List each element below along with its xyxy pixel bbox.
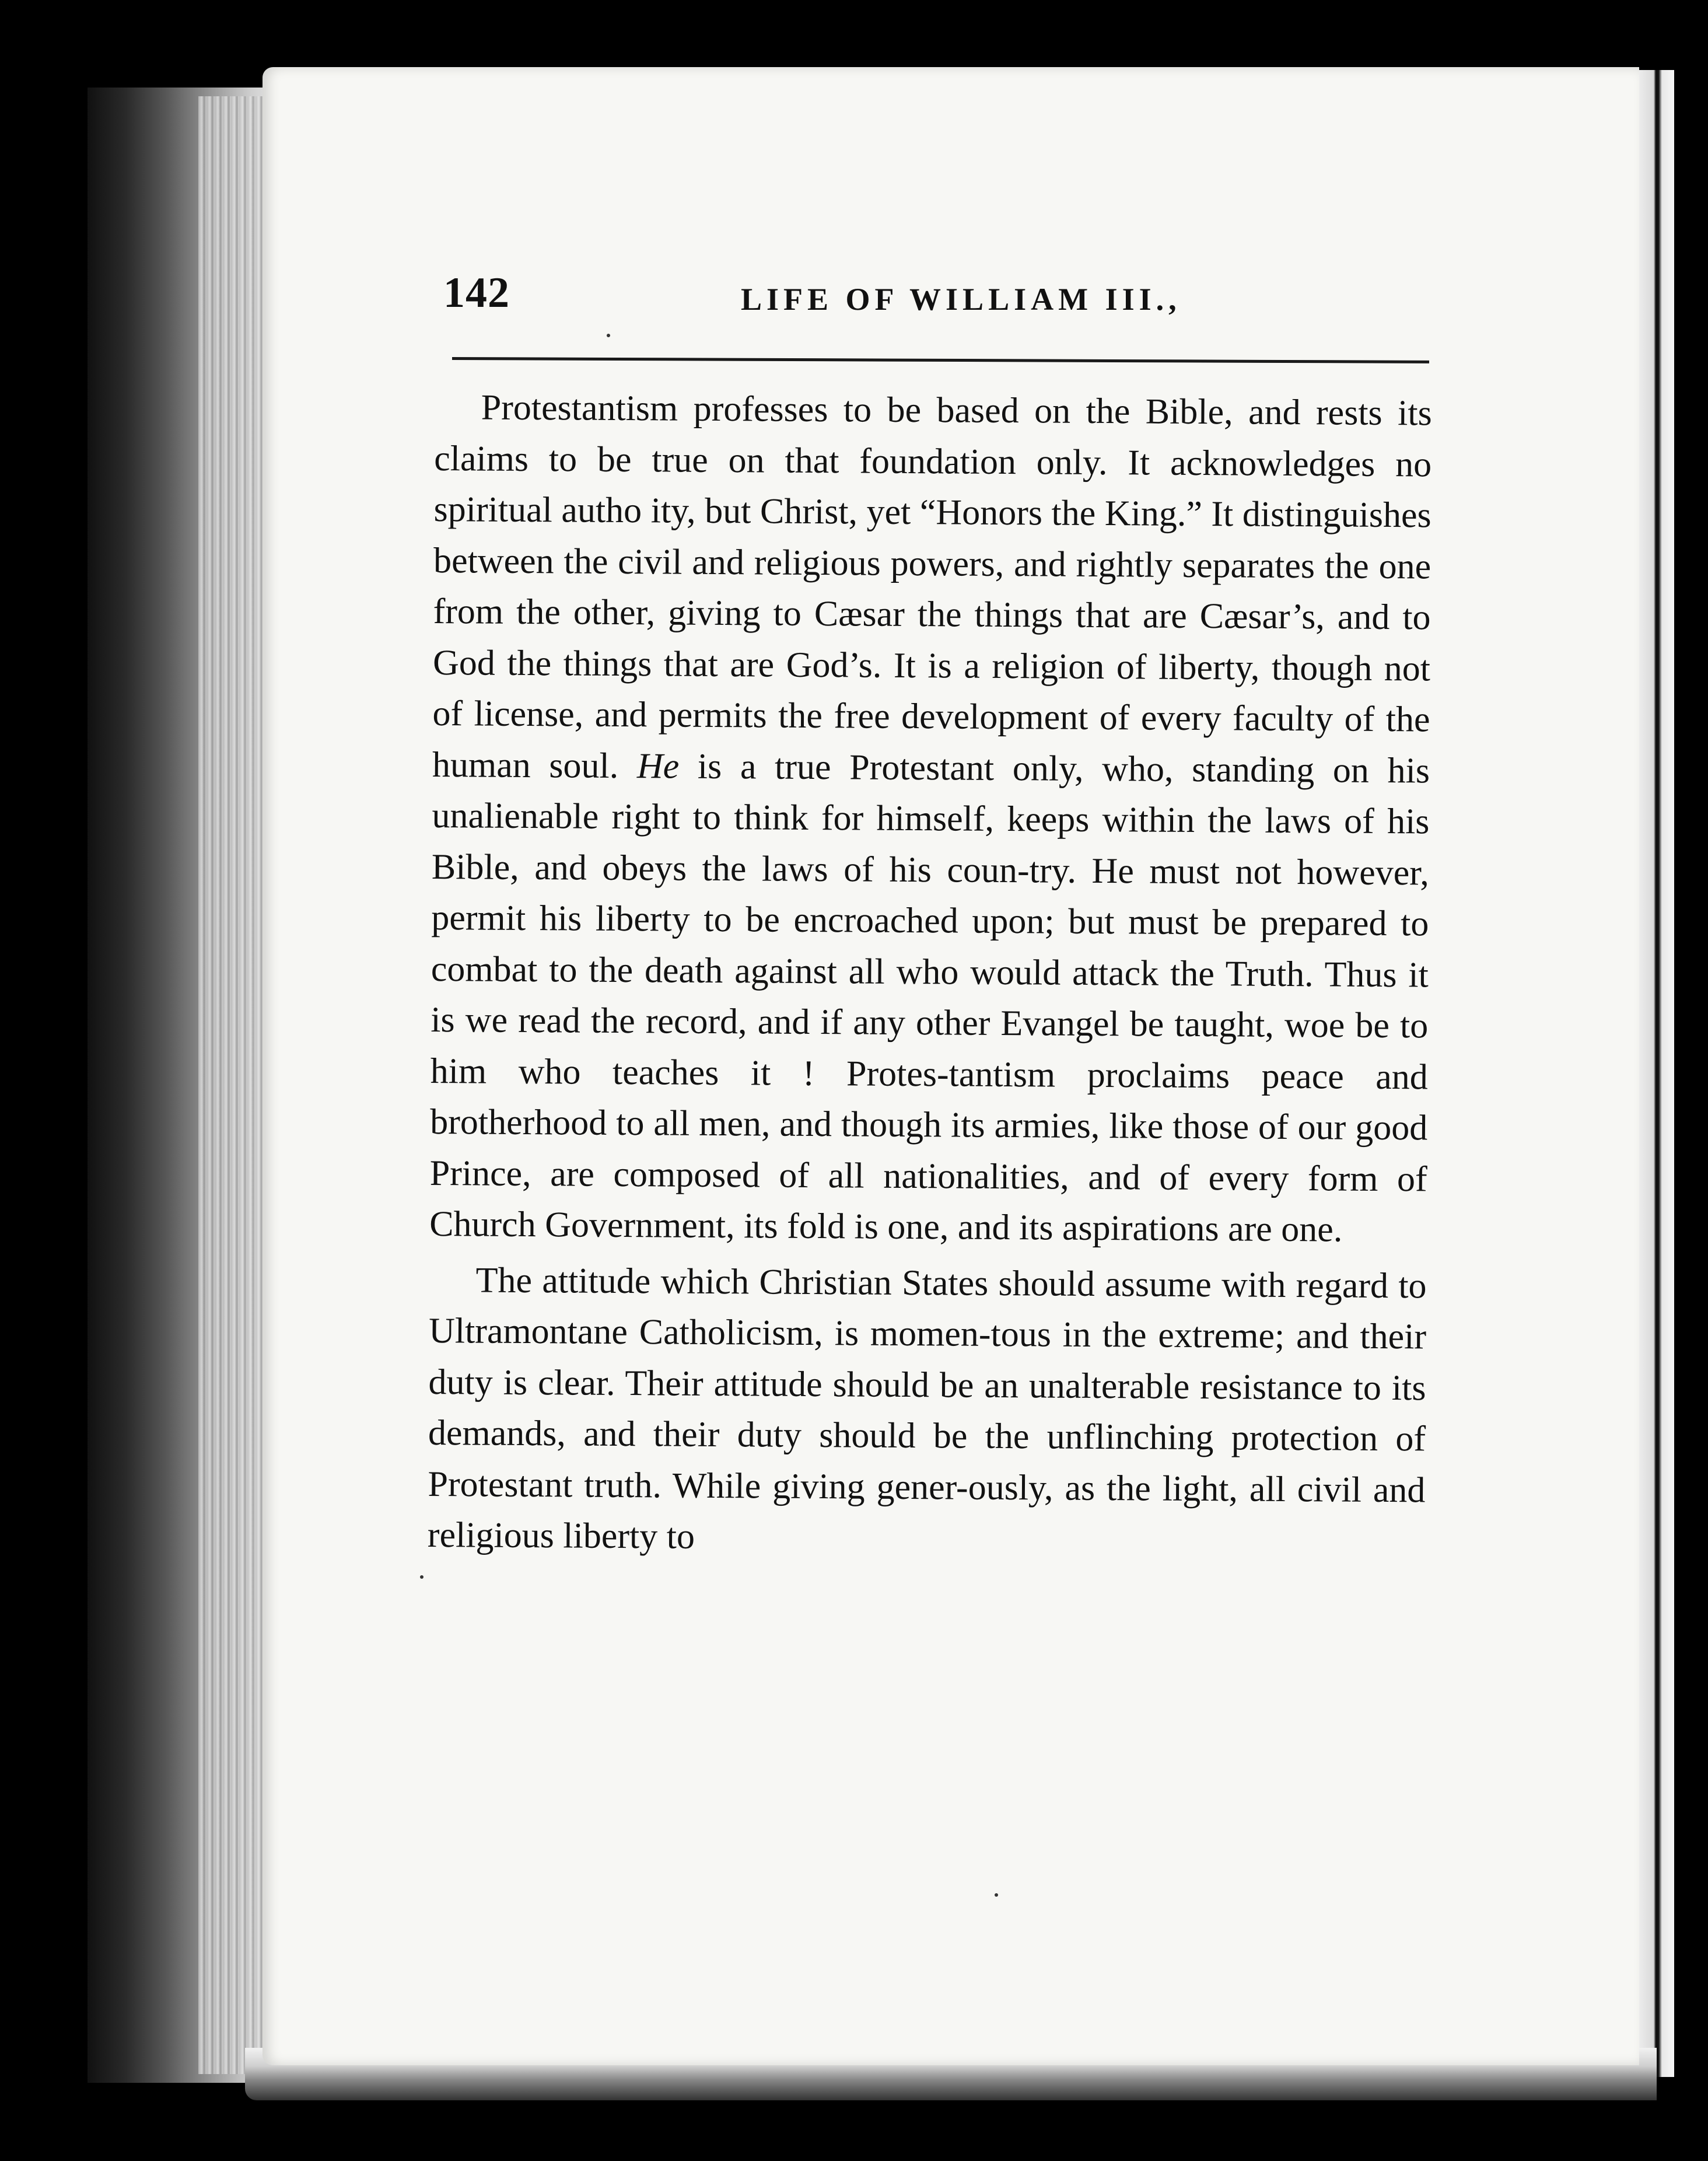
running-head: [443, 268, 1435, 327]
body-text: [428, 382, 1432, 1567]
paragraph-1: [429, 382, 1432, 1256]
book-edge-right: [1633, 70, 1674, 2077]
page-number: 142: [443, 269, 510, 317]
paragraph-1-part-2: is a true Protestant only, who, standing on his unalienable right to think for himself, keeps within the laws of his Bible, and obeys the laws of his coun-try. He must not however, permit his liberty to be encroached upon; but must be prepared to combat to the death against all who would attack the Truth. Thus it is we read the record, and if any other Evangel be taught, woe be to him who teaches it ! Protes-tantism proclaims peace and brotherhood to all men, and though its armies, like those of our good Prince, are composed of all nationalities, and of every form of Church Government, its fold is one, and its aspirations are one.: [429, 746, 1430, 1250]
print-speck: [420, 1575, 424, 1579]
paragraph-1-part-1: Protestantism professes to be based on the Bible, and rests its claims to be true on that foundation only. It acknowledges no spiritual autho ity, but Christ, yet “Honors the King.” It distinguishes between the civil and religious powers, and rightly separates the one from the other, giving to Cæsar the things that are Cæsar’s, and to God the things that are God’s. It is a religion of liberty, though not of license, and permits the free development of every faculty of the human soul.: [432, 387, 1432, 786]
print-speck: [607, 334, 610, 337]
page-stack-edges: [198, 96, 268, 2074]
print-speck: [995, 1893, 998, 1897]
paragraph-2: The attitude which Christian States should assume with regard to Ultramontane Catholicism, is momen-tous in the extreme; and their duty is clear. Their attitude should be an unalterable resistance to its demands, and their duty should be the unflinching protection of Protestant truth. While giving gener-ously, as the light, all civil and religious liberty to: [427, 1260, 1427, 1557]
running-title: LIFE OF WILLIAM III.,: [741, 282, 1181, 317]
paragraph-1-italic: He: [636, 746, 680, 786]
